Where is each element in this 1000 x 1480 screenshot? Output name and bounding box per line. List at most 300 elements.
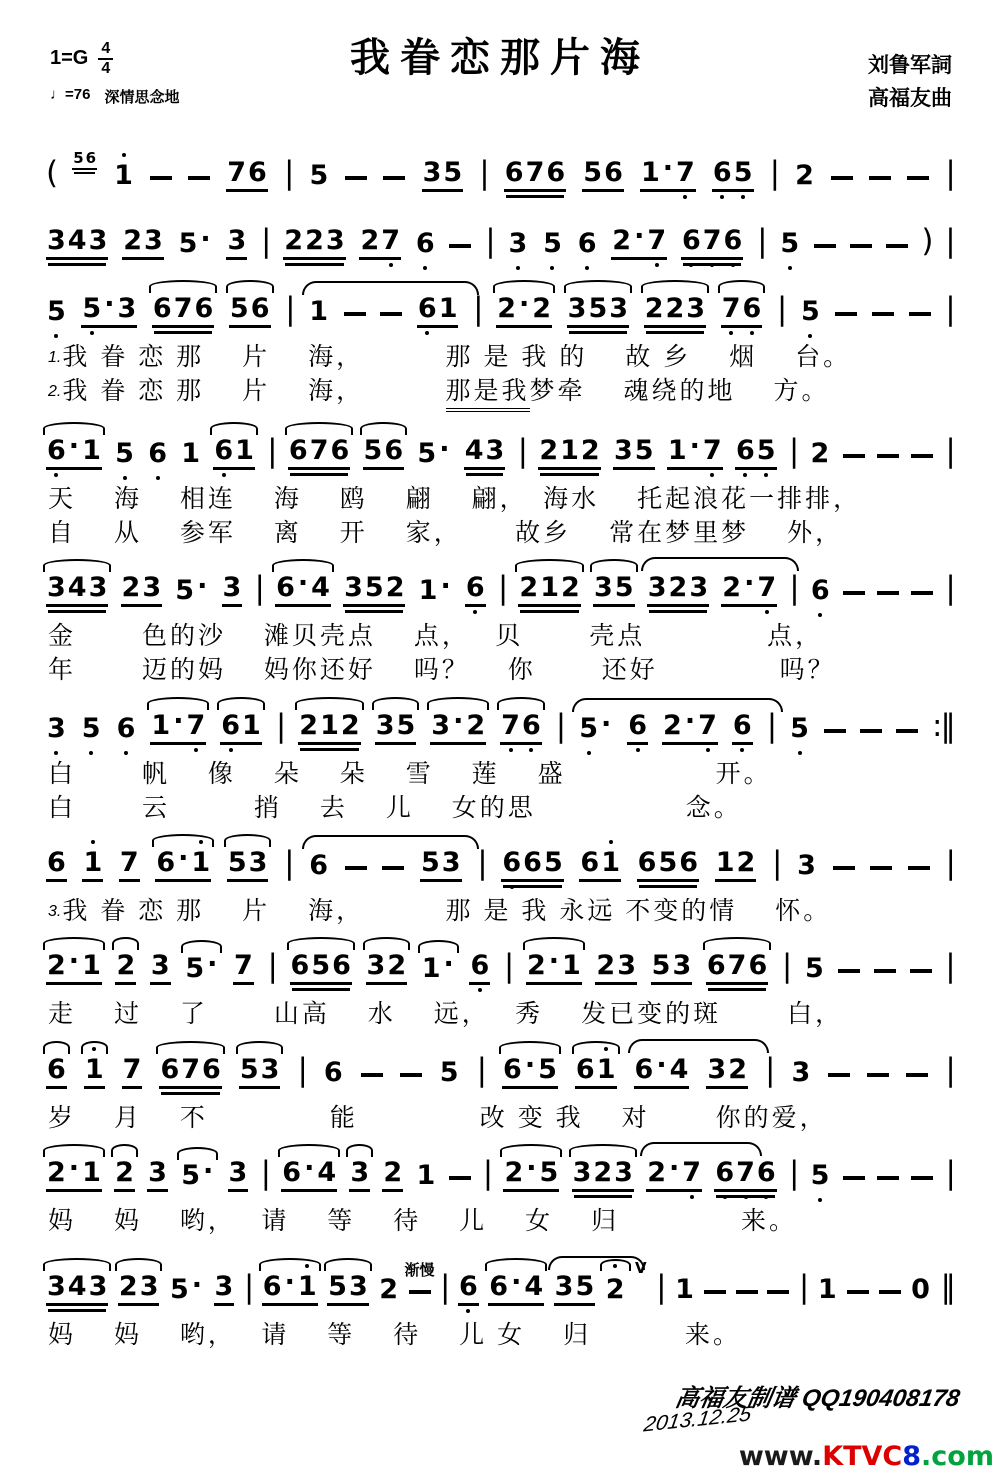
barline: | [479,155,488,191]
note-token: 2 · 5 [503,1159,559,1192]
verse-number: 3. [48,903,62,920]
dash-sustain [344,312,366,328]
lyric-segment: 岁 月 不 能 改 变 我 对 你的爱， [48,1103,828,1132]
barline: | [285,291,294,327]
note-token: 5 · [178,224,211,259]
note-token: 5 · [578,715,613,745]
note-token: 27 [359,227,401,260]
note-token: 32 [706,1056,748,1089]
note-token: 7 [233,952,254,985]
music-line [46,1240,954,1319]
note-token: 23 [122,227,164,260]
note-token: 6 · 4 [634,1056,690,1089]
song-title: 我眷恋那片海 [350,35,650,80]
breath-mark: V [635,1259,647,1277]
music-line [46,690,954,758]
barline: | [476,1051,486,1088]
note-token: 6 · 1 [262,1273,318,1306]
note-token: 6 [810,577,831,607]
barline: | [267,948,276,985]
note-token: 343 [46,574,108,607]
note-token: 56 [363,437,405,470]
note-token: 6 1 [220,712,262,745]
note-token: 1 [181,437,201,469]
note-token: 6 · 1 [155,849,211,882]
note-token: 5 · 3 [81,295,137,328]
dash-sustain [345,866,367,882]
verse-number: 1. [48,349,62,366]
note-token: 1 · [421,949,454,985]
dash-sustain [449,1176,471,1192]
note-token: 6 65 [501,849,563,882]
note-token: 3 [214,1273,235,1306]
note-token: 5 [800,298,821,328]
note-token: 2 · 7 [611,227,667,260]
music-line [46,930,954,998]
lyric-segment: 自 从 参军 离 开 家， 故乡 常在梦里梦 外， [48,518,844,547]
lyric-line [48,1103,954,1134]
lyric-segment: 我 眷 恋 那 片 海， [62,377,446,406]
note-token: 1 [84,1056,105,1089]
system-9 [46,1034,954,1134]
note-token: 223 [283,227,345,260]
dash-sustain [908,866,930,882]
note-token: 32 [366,952,408,985]
note-token: 53 [651,952,693,985]
note-token: 323 [647,574,709,607]
lyric-line [48,655,954,686]
dash-sustain [877,454,899,470]
time-signature [98,40,113,77]
note-token: 1 [113,162,134,192]
barline: | [485,223,494,259]
note-token: 6 · 1 [46,437,102,470]
dash-sustain [850,244,872,260]
note-token: 43 [464,437,506,470]
phrase-paren: ) [921,223,932,259]
note-token: 3 [46,715,67,745]
note-token: 3 [797,850,816,881]
note-token: 35 [375,712,417,745]
note-token: 2 · 1 [46,1159,102,1192]
barline: | [945,948,954,985]
music-line [46,415,954,483]
lyric-line [48,342,954,373]
note-token: 676 [159,1056,221,1089]
dash-sustain [835,312,857,328]
lyricist-credit: 刘鲁军詞 [868,54,952,77]
logo-part: 8 [902,1441,922,1472]
barline: | [771,845,781,881]
barline: | [757,223,766,259]
note-token: 6 7 6 [714,1159,776,1192]
lyric-segment: 我 眷 恋 那 片 海， 那 是 我 的 故 乡 烟 台。 [62,343,852,371]
barline: | [297,1051,306,1088]
logo-part: KTVC [822,1441,903,1472]
barline: | [781,948,791,985]
note-token: 2 · 7 [646,1159,702,1192]
dash-sustain [400,1073,422,1089]
barline: | [945,845,954,881]
barline: | [497,570,507,606]
note-token: 352 [343,574,405,607]
music-line [46,1137,954,1205]
note-token: 7 [122,1056,143,1089]
barline: | [517,432,527,469]
lyric-line [48,518,954,549]
score [46,130,954,1351]
note-token: 1 [675,1274,694,1305]
note-token: 1 [309,296,329,327]
dash-sustain [877,591,899,607]
note-token: 2 · 1 [46,952,102,985]
note-token: 6 [465,574,486,607]
barline: | [473,291,482,327]
music-line [46,273,954,341]
note-token: 2 [379,1274,399,1305]
note-token: 6 · 5 [502,1056,558,1089]
note-token: 1 · 7 [150,712,206,745]
note-token: 6 [323,1056,343,1088]
logo-part: www. [738,1441,823,1472]
barline: | [254,570,263,606]
note-token: 53 [420,849,462,882]
note-token: 53 [327,1273,369,1306]
note-token: 6 [147,440,168,470]
barline: | [788,1154,798,1191]
barline: | [275,707,285,744]
dash-sustain [814,244,836,260]
note-token: 5 [309,160,329,191]
dash-sustain [404,1261,435,1306]
lyric-segment: 那是我 [446,376,530,411]
note-token: 6 [46,849,67,882]
barline: ‖ [940,1269,954,1305]
dash-sustain [383,176,405,192]
expression-marking: 深情思念地 [104,89,180,107]
note-token: 6 [732,712,753,745]
barline: | [945,1154,954,1191]
note-token: 5 · [185,949,218,985]
note-token: 353 [567,295,629,328]
note-token: 5 · [181,1155,214,1191]
barline: | [440,1269,449,1305]
lyric-line [48,1206,954,1237]
note-token: 1 · [418,571,451,606]
note-token: 35 [613,437,655,470]
barline: | [765,1051,774,1088]
note-token: 5 [81,715,102,745]
lyric-line [48,484,954,515]
dash-sustain [870,866,892,882]
note-token: 6 [469,952,490,985]
note-token: 656 [637,849,699,882]
note-token: 6 [415,230,436,260]
transcription-date: 2013.12.25 [642,1402,753,1437]
music-line [46,827,954,895]
note-token: 12 [715,849,757,882]
lyric-segment: 天 海 相连 海 鸥 翩 翩， 海水 托起浪花一排排， [48,484,862,513]
dash-sustain [907,176,929,192]
note-token: 2 [382,1159,403,1192]
dash-sustain [847,1290,869,1306]
note-token: 35 [422,159,464,192]
system-2 [46,205,954,273]
note-token: 3 [349,1159,370,1192]
note-token: 5 [542,230,563,260]
dash-sustain [831,176,853,192]
composer-credit: 高福友曲 [868,86,952,110]
note-with-fermata: 2 [605,1276,626,1306]
barline: | [477,845,486,881]
note-token: 35 [593,574,635,607]
music-line [46,552,954,620]
note-token: 6 5 [712,159,754,192]
dash-sustain [150,176,172,192]
note-token: 6 1 [417,295,459,328]
system-8 [46,930,954,1030]
note-token: 5 [810,1162,831,1192]
note-token: 6 7 6 [681,227,743,260]
barline: | [503,948,513,985]
note-token: 2 [115,952,136,985]
barline: | [788,432,798,469]
lyric-segment: 年 迈的妈 妈你还好 吗？ 你 还好 吗？ [48,656,836,685]
barline: | [482,1154,492,1191]
note-token: 2 [810,437,830,469]
note-token: 6 [577,230,598,260]
note-token: 3 [791,1056,811,1088]
dash-sustain [843,1176,865,1192]
note-token: 76 [226,159,268,192]
phrase-paren: ( [46,155,57,191]
logo-part: .com [921,1441,994,1472]
note-token: 23 [595,952,637,985]
note-token: 2 · 7 [662,712,718,745]
note-token: 35 [554,1273,596,1306]
note-token: 2 · 7 [721,574,777,607]
note-token: 6 · 4 [281,1159,337,1192]
system-7 [46,827,954,927]
note-token: 343 [46,227,108,260]
system-11 [46,1240,954,1351]
note-token: 6 [309,850,329,881]
barline: | [945,155,954,191]
note-token: 6 5 [735,437,777,470]
dash-sustain [833,866,855,882]
note-token: 6 [46,1056,67,1089]
dash-sustain [911,454,933,470]
barline: | [284,845,293,881]
note-token: 2 [795,160,814,191]
lyric-segment: 白 帆 像 朵 朵 雪 莲 盛 开。 [48,759,772,788]
header [46,26,954,130]
note-token: 3 [147,1159,168,1192]
lyric-line [48,793,954,824]
note-token: 676 [706,952,768,985]
dash-sustain [828,1073,850,1089]
note-token: 3 · 2 [430,712,486,745]
note-token: 1 [416,1159,436,1191]
barline: | [945,223,954,259]
credits [868,50,952,115]
system-10 [46,1137,954,1237]
note-token: 5 · [169,1270,203,1305]
note-token: 212 [538,437,600,470]
dash-sustain [910,969,932,985]
dash-sustain [860,729,882,745]
time-signature-bottom: 4 [101,59,111,77]
note-token: 6 [458,1273,479,1306]
note-token: 6 · 4 [488,1273,544,1306]
note-token: 7 [119,849,140,882]
footer [0,1378,1000,1474]
dash-sustain [736,1290,758,1306]
verse-number: 2. [48,383,62,401]
barline: | [656,1269,665,1305]
barline: | [555,707,565,744]
note-token: 6 1 [213,437,255,470]
note-token: 212 [518,574,580,607]
barline: | [945,432,954,469]
note-token: 3 [228,1159,249,1192]
dash-sustain [877,1176,899,1192]
note-token: 7 6 [721,295,763,328]
note-token: 5 [779,230,800,260]
lyric-segment: 白 云 捎 去 儿 女的思 念。 [48,793,742,822]
dash-sustain [906,1073,928,1089]
barline: :‖ [931,707,954,744]
lyric-segment: 我 眷 恋 那 片 海， 那 是 我 永远 不变的情 怀。 [62,897,832,925]
note-token: 1 · 7 [640,159,696,192]
music-line [46,205,954,273]
key-signature: 1=G [50,47,89,70]
grace-notes: 5 6 [72,151,97,170]
dash-sustain [886,244,908,260]
ktvc8-logo [739,1441,994,1472]
barline: | [261,223,270,259]
dash-sustain [911,1176,933,1192]
dash-sustain [896,729,918,745]
dash-sustain [911,591,933,607]
barline: | [766,707,776,744]
lyric-segment: 金 色的沙 滩贝壳点 点， 贝 壳点 点， [48,622,824,650]
note-token: 1 · 7 [667,437,723,470]
barline: | [243,1269,253,1305]
barline: | [267,432,276,469]
dash-sustain [824,729,846,745]
dash-sustain [767,1290,789,1306]
note-token: 53 [227,849,269,882]
note-token: 5 · [417,433,450,469]
dash-sustain [867,1073,889,1089]
note-token: 323 [572,1159,634,1192]
system-3 [46,273,954,412]
barline: | [945,1051,954,1088]
dash-sustain [382,866,404,882]
music-line [46,1034,954,1102]
time-signature-top: 4 [98,40,113,60]
dash-sustain [879,1290,901,1306]
note-token: 56 [582,159,624,192]
system-1 [46,130,954,205]
dash-sustain [704,1290,726,1306]
barline: | [945,291,954,327]
note-token: 5 [789,715,810,745]
lyric-segment: 梦牵 魂绕的地 方。 [529,377,830,406]
music-line [46,130,954,205]
note-token: 1 [82,849,103,882]
lyric-line [48,1320,954,1351]
note-token: 5 [439,1056,459,1088]
barline: | [260,1154,270,1191]
note-token: 6 · 4 [275,574,331,607]
note-token: 23 [121,574,163,607]
note-token: 53 [239,1056,281,1089]
note-token: 2 · 2 [496,295,552,328]
note-token: 6 [627,712,648,745]
note-token: 23 [118,1273,160,1306]
note-token: 0 [911,1274,930,1305]
dash-sustain [188,176,210,192]
note-token: 3 [508,230,529,260]
lyric-line [48,896,954,927]
note-token: 343 [46,1273,108,1306]
note-token: 3 [226,227,247,260]
dash-sustain [843,454,865,470]
dash-sustain [909,312,931,328]
note-token: 61 [579,849,621,882]
tempo-marking: ♩=76 [50,86,91,104]
lyric-line [48,759,954,790]
dash-sustain [361,1073,383,1089]
note-token: 676 [504,159,566,192]
system-6 [46,690,954,825]
note-token: 5 [46,298,67,328]
barline: | [945,570,954,606]
dash-sustain [843,591,865,607]
lyric-segment: 妈 妈 哟， 请 等 待 儿 女 归 来。 [48,1321,742,1349]
note-token: 5 [804,953,824,985]
system-5 [46,552,954,687]
barline: | [283,155,293,191]
lyric-segment: 妈 妈 哟， 请 等 待 儿 女 归 来。 [48,1206,798,1235]
barline: | [769,155,779,191]
barline: | [776,291,786,327]
lyric-line [48,999,954,1030]
note-token: 6 [116,715,137,745]
note-token: 212 [298,712,360,745]
dash-sustain [872,312,894,328]
dash-sustain [380,312,402,328]
note-token: 656 [290,952,352,985]
note-token: 5 [114,440,135,470]
barline: | [798,1269,808,1305]
key-time-block [50,40,179,107]
lyric-segment: 走 过 了 山高 水 远， 秀 发已变的斑 白， [48,1000,844,1029]
note-token: 1 [817,1274,837,1305]
transcriber-credit: 高福友制谱 QQ190408178 [672,1385,962,1412]
tempo-annotation: 渐慢 [404,1261,435,1279]
note-token: 3 [150,952,171,985]
note-token: 2 [114,1159,135,1192]
note-token: 3 [222,574,243,607]
dash-sustain [449,244,471,260]
dash-sustain [345,176,367,192]
barline: | [789,570,798,606]
system-4 [46,415,954,550]
note-token: 5 · [175,571,208,606]
